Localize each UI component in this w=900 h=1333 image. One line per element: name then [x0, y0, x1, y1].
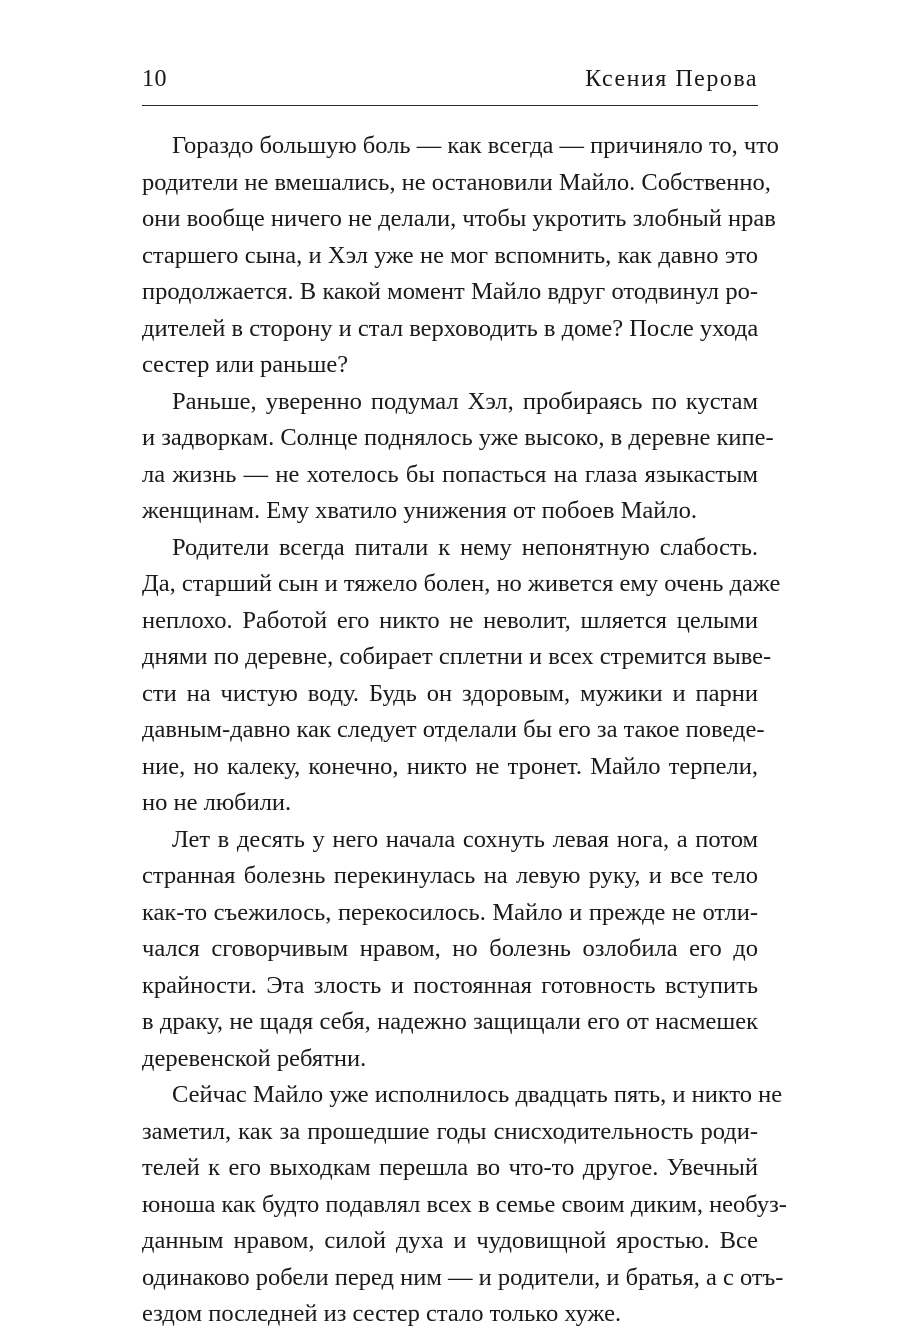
text-line: ездом последней из сестер стало только хуже. — [142, 1300, 622, 1327]
text-line: юноша как будто подавлял всех в семье своим диким, необуз- — [142, 1190, 787, 1218]
text-line: женщинам. Ему хватило унижения от побоев Майло. — [142, 497, 697, 524]
text-line: но не любили. — [142, 789, 292, 816]
text-line: неплохо. Работой его никто не неволит, шляется целыми — [142, 606, 758, 634]
text-line: как-то съежилось, перекосилось. Майло и прежде не отли- — [142, 898, 758, 926]
text-line: сестер или раньше? — [142, 351, 349, 378]
text-line: старшего сына, и Хэл уже не мог вспомнить, как давно это — [142, 241, 758, 269]
text-line: заметил, как за прошедшие годы снисходительность роди- — [142, 1117, 758, 1145]
body-text — [142, 128, 787, 1333]
text-line: чался сговорчивым нравом, но болезнь озлобила его до — [142, 935, 758, 962]
text-line: давным-давно как следует отделали бы его за такое поведе- — [142, 716, 765, 743]
text-line: Гораздо большую боль — как всегда — причиняло то, что — [172, 132, 779, 159]
page-number: 10 — [142, 66, 167, 92]
text-line: ние, но калеку, конечно, никто не тронет. Майло терпели, — [142, 752, 758, 780]
page-header — [142, 66, 758, 102]
text-line: крайности. Эта злость и постоянная готовность вступить — [142, 971, 758, 999]
text-line: продолжается. В какой момент Майло вдруг отодвинул ро- — [142, 278, 758, 305]
text-line: Да, старший сын и тяжело болен, но живется ему очень даже — [142, 570, 781, 597]
text-line: одинаково робели перед ним — и родители, и братья, а с отъ- — [142, 1263, 784, 1291]
text-line: телей к его выходкам перешла во что-то другое. Увечный — [142, 1154, 758, 1181]
text-line: родители не вмешались, не остановили Майло. Собственно, — [142, 168, 771, 196]
running-head-author: Ксения Перова — [585, 66, 758, 92]
text-line: Сейчас Майло уже исполнилось двадцать пять, и никто не — [172, 1081, 783, 1108]
text-line: Родители всегда питали к нему непонятную слабость. — [172, 533, 758, 561]
text-line: днями по деревне, собирает сплетни и всех стремится выве- — [142, 643, 772, 670]
text-line: в драку, не щадя себя, надежно защищали его от насмешек — [142, 1008, 758, 1035]
text-line: Лет в десять у него начала сохнуть левая нога, а потом — [172, 825, 758, 853]
text-line: сти на чистую воду. Будь он здоровым, мужики и парни — [142, 679, 758, 707]
text-line: Раньше, уверенно подумал Хэл, пробираясь по кустам — [172, 387, 758, 415]
text-line: странная болезнь перекинулась на левую руку, и все тело — [142, 862, 758, 889]
text-line: и задворкам. Солнце поднялось уже высоко, в деревне кипе- — [142, 424, 774, 451]
text-line: данным нравом, силой духа и чудовищной яростью. Все — [142, 1227, 758, 1254]
text-line: дителей в сторону и стал верховодить в доме? После ухода — [142, 314, 759, 342]
text-line: они вообще ничего не делали, чтобы укротить злобный нрав — [142, 205, 776, 232]
text-line: ла жизнь — не хотелось бы попасться на глаза языкастым — [142, 460, 758, 488]
text-line: деревенской ребятни. — [142, 1044, 367, 1072]
header-rule — [142, 105, 758, 106]
